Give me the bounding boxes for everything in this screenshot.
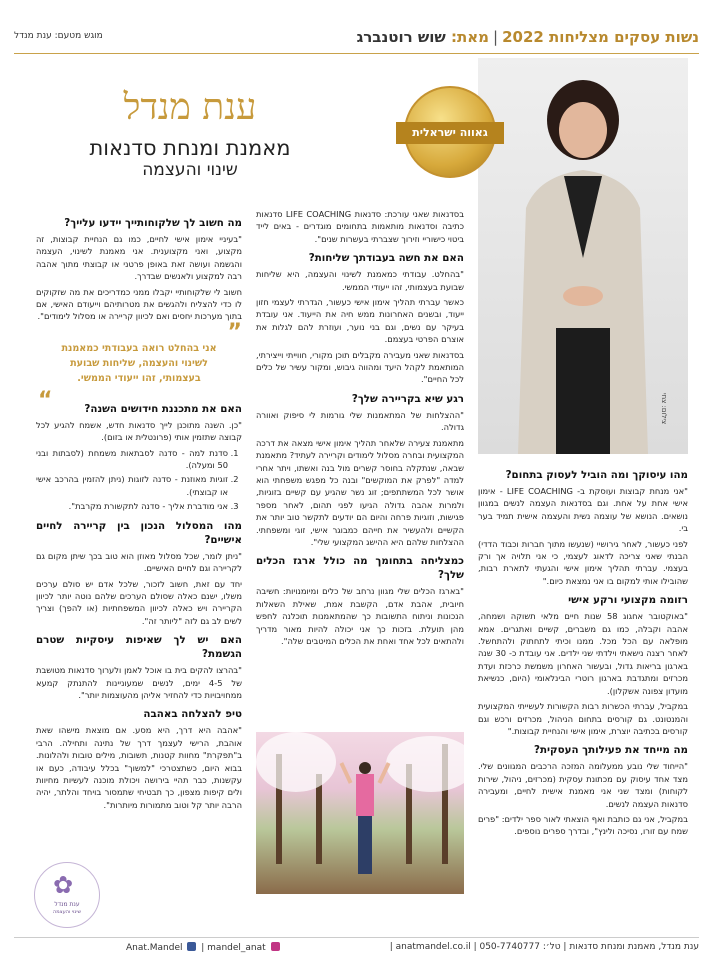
paragraph: "בעיניי אימון אישי לחיים, כמו גם הנחיית קבוצות, זה מקצוע, ואני מקצוענית. אני מאמנת לשינוי, העצמה והגשמה ועושה זאת באופן פרטני או קבוצתי מתוך אהבה רבה למקצוע ולאנשים שבדרך. <box>36 234 242 282</box>
paragraph: "ההצלחות של המתאמנות שלי גורמות לי סיפוק ואוורה גדולה. <box>256 409 464 433</box>
photo-credit: צילום: צחי <box>660 392 668 424</box>
paragraph: במקביל, עברתי הכשרות רבות הקשורות לעשייתי המקצועית והמנטונט. גם קורסים בתחום הניהול, מכרזים ורכש וגם קורסים בכתיבה יוצרת, אימון אישי והנחיית קבוצות." <box>478 701 688 736</box>
section-heading: האם את מתכננת חידושים השנה? <box>84 402 242 415</box>
paragraph: יחד עם זאת, חשוב לזכור, שלכל אדם יש סולם ערכים משלו, ישנם כאלה שסולם הערכים שלהם נוטה יותר לכיוון הקריירה ויש כאלה לכיוון המשפחתיות (או להפך) וצריך לשים לב גם לזה "ליותר זה". <box>36 578 242 626</box>
article-column-middle <box>256 208 464 650</box>
section-heading: האם את חשה בעבודתך שליחות? <box>308 252 464 265</box>
brand-logo <box>34 862 100 928</box>
article-column-left <box>36 210 242 814</box>
footer-divider <box>14 937 699 938</box>
blossom-cluster <box>256 732 336 792</box>
facebook-icon <box>187 942 196 951</box>
butterfly-icon: ✿ <box>53 871 74 899</box>
section-heading: מה מייחד את פעילותך העסקית? <box>534 744 688 757</box>
title-block <box>40 88 340 180</box>
header-by-label: מאת: <box>450 28 490 46</box>
paragraph: חשוב לי שלקוחותיי יקבלו ממני כמדריכים את מה שזקוקים לו כדי להצליח ולהגשים את מטרותיהם וייעודם האישי, אם בתוך מערכות יחסים ואם לכיוון קריירה או מסלול לימודים". <box>36 286 242 322</box>
blossom-cluster <box>386 736 464 792</box>
blossom-photo <box>256 732 464 894</box>
paragraph: במקביל, אני גם כותבת ואף הוצאתי לאור ספר ילדים: "פרים שמח עם זורו, נסיכה ולינץ", ובדרך ספרים נוספים. <box>478 813 688 837</box>
person-subtitle-1: מאמנת ומנחת סדנאות <box>89 136 291 160</box>
page-header <box>14 24 699 52</box>
logo-name: ענת מנדל <box>54 901 80 908</box>
paragraph: "בארגז הכלים שלי מגוון נרחב של כלים ומיומנויות: חשיבה חיובית, אהבת אדם, הקשבת אמת, שאילת השאלות הנכונות וניתוח התשובות כך שהמתאמנות תוכלנה לחפש מהן תועלת. בזכות כך אני יכולה להיות מאור מדריך ולהתאים לכל אחד ואחת את הכלים המיטבים שלה". <box>256 586 464 646</box>
paragraph: "הייחוד שלי נובע ממעלומה המזכה הרכבים המגוונים שלי. מצד אחד עיסוק עם מכתונת עסקית (מכרזים, ניהול, שירות לקוחות) ומצד שני אני מאמנת אישית לחיים, ומעבירה סדנאות העצמה לנשים. <box>478 761 688 809</box>
paragraph: מתאמנת צעירה שלאחר תהליך אימון אישי מצאה את דרכה המקצועית ובחרה מסלול לימודים וקריירה לעתיד? מתאמנת שבאה, שנתקלה בחוסר קשרים מול בנה ואשתו, ויתר אחרי למדה "לפרק את המוקשים" ובנה כל מפגש משפחתי הוא אושר לכל המשתתפים; זוג נשר שהגיע עם קשיים בזוגיות, ולמרות אהבה גדולה הגיעו לפני תהום, לאחר מספר פגישות, וזוגיות פרחה והיום הם יודעים לתקשר טוב יותר את הקשיים ולהעשיר את חייהם כמבוגר אישי, זוגי ומשפחתי. ההצלחות שלהם היא ההישג המקצועי שלי". <box>256 437 464 547</box>
instagram-icon <box>271 942 280 951</box>
workshop-list <box>36 447 228 513</box>
section-heading: טיפ להצלחה באהבה <box>143 708 242 721</box>
section-heading: מה חשוב לך שלקוחותייך יידעו עלייך? <box>64 217 242 229</box>
footer-contact: ענת מנדל, מאמנת ומנחת סדנאות | טל׳: 050-7740777 | anatmandel.co.il | <box>389 942 699 952</box>
header-sponsor: מוגש מטעם: ענת מנדל <box>14 31 103 41</box>
paragraph: "אני מנחת קבוצות ועוסקת ב- LIFE COACHING - אימון אישי אחת על אחת. וגם בסדנאות העצמה לנשים במגוון נושאים. הנושא של עוצמה נשית והעצמה אישית תמיד בער בי. <box>478 486 688 534</box>
header-title: נשות עסקים מצליחות 2022|מאת: שוש רוטנברג <box>356 28 699 46</box>
woman-figure <box>354 762 376 882</box>
list-item: 3. אני מודברת אליך - סדנה לתקשורת מקרבת". <box>36 500 228 512</box>
header-divider <box>14 53 699 54</box>
paragraph: "אהבה היא דרך, היא מסע. אם מוצאת מישהו שאת אוהבת, הרישי לעצמך דרך של נתינה ותחילה. הרבי ב"תפקרת" מחוות קטנות, תשובות, מילים טובות ולהלונות. בבוא היום, כשתצטרכי "למשוך" בכלל עיבודה, כעם או עקשנות, כבר תהיי בירושה ויכולת מוכנה לעשיות מחיוות ולים קיפות מצפון, כך תבטיחי שתמסור בויחד והלתר, יהיה הרבה יותר קל וטוב מתמורות מיותרות". <box>36 725 242 810</box>
logo-tagline: שינוי והעצמה <box>52 909 82 915</box>
header-series: נשות עסקים מצליחות 2022 <box>502 28 699 46</box>
portrait-photo <box>478 58 688 454</box>
person-name: ענת מנדל <box>123 87 257 128</box>
section-heading: מהו המסלול הנכון בין קריירה לחיים אישיים? <box>36 519 242 546</box>
instagram-handle[interactable]: mandel_anat <box>207 943 266 953</box>
section-heading: כמצליחה בתחומך מה כולל ארגז הכלים שלך? <box>256 555 464 582</box>
list-item: 2. זוגיות מאוזנת - סדנה לזוגות (ניתן להזמין בהרכב אישי או קבוצתי). <box>36 473 228 498</box>
facebook-handle[interactable]: Anat.Mandel <box>126 943 183 953</box>
paragraph: "כן. השנה מתוכנן לייך סדנאות חדש, אשמח להגיע לכל קבוצה שתזמין אותי (פרונטלית או בזום). <box>36 419 242 443</box>
paragraph: "באוקטובר אחגוג 58 שנות חיים מלאי תשוקה ושמחה, אהבה וקבלה, כמו גם משברים, קשיים ואתגרים. אמא מופלאה עם הכל מכל. ממנו וכיתי לתחתוק ולהתחשל. לאחר רצנה נישאתי וילדתי שני ילדים. אני עובדת כ- 30 שנה בארגון בריאות גדול, ובעשור האחרון משמשת כרכזת ועדת מכרזים ומתגדבת בארגון רוטרי הבינלאומי (היום, כנשיאת מועדון צפונה אשקלון). <box>478 611 688 696</box>
article-column-right <box>478 462 688 841</box>
section-heading: מהו עיסוקך ומה הוביל לעסוק בתחום? <box>505 469 688 481</box>
section-heading: האם יש לך שאיפות עיסקיות שטרם הגשמת? <box>36 634 242 661</box>
section-heading: רזומה מקצועי ורקע אישי <box>568 594 688 607</box>
portrait-illustration <box>478 58 688 454</box>
person-subtitle-2: שינוי והעצמה <box>142 160 238 180</box>
section-heading: רגע שיא בקריירה שלך? <box>351 392 464 405</box>
header-author: שוש רוטנברג <box>356 28 446 46</box>
paragraph: "ניתן לומר, שכל מסלול מאוזן הוא טוב בכך שיתן מקום גם לקריירה וגם לחיים האישיים. <box>36 550 242 574</box>
paragraph: לפני כעשור, לאחר גירושיי (שנעשו מתוך חברות וכבוד הדדי) הבנתי שאני צריכה לדאוג לעצמי, כי אני תלויה אך ורק בעצמי. עברתי תהליך אימון אישי והגעתי לתארת רבות, שהובילו אותי למקום בו אני נמצאת כיום." <box>478 538 688 586</box>
pull-quote-text: אני בהחלט רואה בעבודתי כמאמנת לשינוי והעצמה, שליחות שבועת בעצמותי, זהו ייעודי הממשי. <box>61 342 217 384</box>
paragraph: בסדנאות שאני מעבירה מקבלים תוכן מקורי, חווייתי וייצירתי, המותאמת לקהל היעד ומהווה גיבוש, ומקור עשיר של כלים לכל החיים". <box>256 349 464 385</box>
award-seal-text: גאווה ישראלית <box>396 122 504 144</box>
page-footer <box>14 942 699 958</box>
award-seal <box>404 86 496 178</box>
quote-open-icon: ” <box>227 319 242 345</box>
list-item: 1. סדנת למה - סדנה לסבתאות משמחת (לסבתות ובני 50 ומעלה). <box>36 447 228 472</box>
paragraph: "בהחלט. עבודתי כמאמנת לשינוי והעצמה, היא שליחות שבועת בעצמותי, זהו ייעודי הממשי. <box>256 269 464 292</box>
quote-close-icon: “ <box>38 387 53 413</box>
paragraph: "בהרצו להקים בית בו אוכל לאמן ולערוך סדנאות מטושבת של 4-5 ימים, לנשים שמעוניינות להתנתק קמעא ממחויבויות כדי להחזיר אליהן מהעוצמות יותר". <box>36 665 242 700</box>
paragraph: בסדנאות שאני עורכת: סדנאות LIFE COACHING סדנאות כתיבה וסדנאות מותאמות בתחומים מוגדרים - באים לייד ביטוי כישוריי וזירוך שצברתי בעשרות שנים". <box>256 209 464 244</box>
paragraph: כאשר עברתי תהליך אימון אישי כעשור, הגדרתי לעצמי חזון ייעוד, ובשנים האחרונות ממש חיה את הייעוד. אני עובדת בעיקר עם נשים, וגם בני נוער, ועוזרת להם לגלות את אוצרם הפרטי בעצמם. <box>256 297 464 345</box>
footer-social: Anat.Mandel | mandel_anat <box>126 942 282 953</box>
